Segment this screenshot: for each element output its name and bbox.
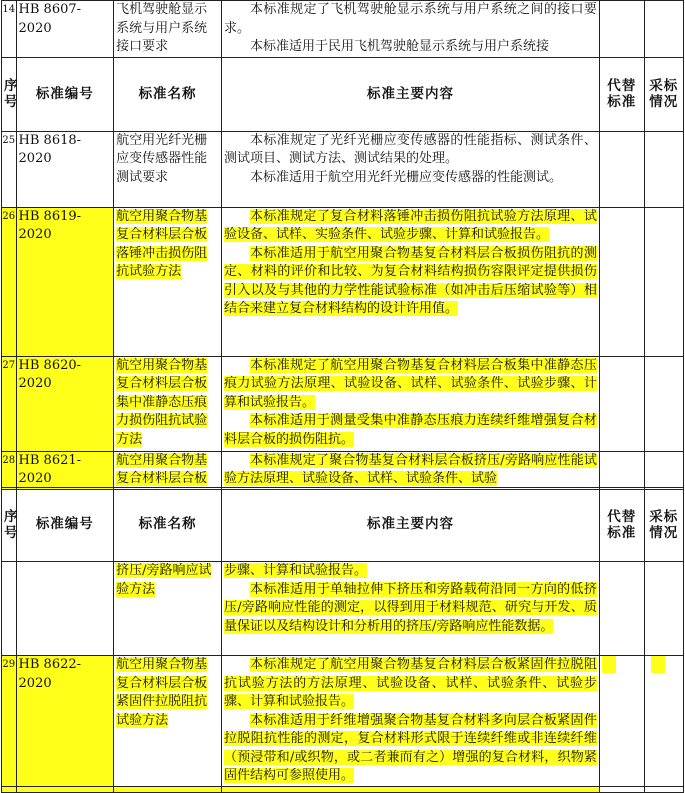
table-header-row bbox=[2, 488, 684, 562]
row-name: 航空用聚合物基复合材料层合板落锤冲击损伤阻抗试验方法 bbox=[114, 207, 222, 356]
table-row bbox=[2, 131, 684, 207]
row-name: 飞机驾驶舱显示系统与用户系统接口要求 bbox=[114, 1, 222, 58]
row-name: 航空用光纤光栅应变传感器性能测试要求 bbox=[114, 131, 222, 207]
row-code: HB 8622-2020 bbox=[16, 656, 114, 787]
adopt-highlight-mark bbox=[644, 656, 683, 787]
table-row bbox=[2, 451, 684, 489]
header-name: 标准名称 bbox=[114, 57, 222, 131]
table-row bbox=[2, 207, 684, 356]
row-seq: 25 bbox=[2, 131, 17, 207]
standards-table-bottom bbox=[1, 487, 684, 793]
header-code: 标准编号 bbox=[16, 57, 114, 131]
row-code: HB 8621-2020 bbox=[16, 451, 114, 489]
row-name: 航空用聚合物基复合材料层合板 bbox=[114, 451, 222, 489]
row-code: HB 8619-2020 bbox=[16, 207, 114, 356]
row-name: 航空用聚合物基复合材料层合板紧固件拉脱阻抗试验方法 bbox=[114, 656, 222, 787]
table-row-cut bbox=[2, 786, 684, 792]
table-row bbox=[2, 562, 684, 656]
row-code bbox=[16, 562, 114, 656]
row-name: 挤压/旁路响应试验方法 bbox=[114, 562, 222, 656]
table-part-2 bbox=[0, 487, 685, 793]
header-adopt: 采标情况 bbox=[644, 488, 683, 562]
row-seq: 28 bbox=[2, 451, 17, 489]
header-content: 标准主要内容 bbox=[222, 57, 600, 131]
row-content: 本标准规定了复合材料落锤冲击损伤阻抗试验方法原理、试验设备、试样、实验条件、试验步骤、计算和试验报告。 本标准适用于航空用聚合物基复合材料层合板损伤阻抗的测定、材料的评价和比较、为复合材料结构损伤容限评定提供损伤引入以及与其他的力学性能试验标准（如冲击后压缩试验等）相结合来建立复合材料结构的设计许用值。 bbox=[222, 207, 600, 356]
header-name: 标准名称 bbox=[114, 488, 222, 562]
row-seq: 27 bbox=[2, 356, 17, 451]
row-seq: 26 bbox=[2, 207, 17, 356]
table-header-row bbox=[2, 57, 684, 131]
row-content: 本标准规定了航空用聚合物基复合材料层合板集中准静态压痕力试验方法原理、试验设备、试样、试验条件、试验步骤、计算和试验报告。 本标准适用于测量受集中准静态压痕力连续纤维增强复合材料层合板的损伤阻抗。 bbox=[222, 356, 600, 451]
row-seq: 29 bbox=[2, 656, 17, 787]
header-replace: 代替标准 bbox=[599, 488, 644, 562]
row-content: 本标准规定了航空用聚合物基复合材料层合板紧固件拉脱阻抗试验方法的方法原理、试验设备、试样、试验条件、试验步骤、计算和试验报告。 本标准适用于纤维增强聚合物基复合材料多向层合板紧固件拉脱阻抗性能的测定，复合材料形式限于连续纤维或非连续纤维（预浸带和/或织物，或二者兼而有之）增强的复合材料，织物紧固件结构可参照使用。 bbox=[222, 656, 600, 787]
row-seq bbox=[2, 562, 17, 656]
row-content: 步骤、计算和试验报告。 本标准适用于单轴拉伸下挤压和旁路载荷沿同一方向的低挤压/旁路响应性能的测定，以得到用于材料规范、研究与开发、质量保证以及结构设计和分析用的挤压/旁路响应性能数据。 bbox=[222, 562, 600, 656]
row-seq: 14 bbox=[2, 1, 17, 58]
header-seq: 序号 bbox=[2, 57, 17, 131]
row-code: HB 8620-2020 bbox=[16, 356, 114, 451]
header-content: 标准主要内容 bbox=[222, 488, 600, 562]
standards-table-top bbox=[1, 0, 684, 490]
header-replace: 代替标准 bbox=[599, 57, 644, 131]
header-adopt: 采标情况 bbox=[644, 57, 683, 131]
row-code: HB 8618-2020 bbox=[16, 131, 114, 207]
header-code: 标准编号 bbox=[16, 488, 114, 562]
table-row bbox=[2, 356, 684, 451]
table-row bbox=[2, 1, 684, 58]
row-name: 航空用聚合物基复合材料层合板集中准静态压痕力损伤阻抗试验方法 bbox=[114, 356, 222, 451]
table-row bbox=[2, 656, 684, 787]
header-seq: 序号 bbox=[2, 488, 17, 562]
row-content: 本标准规定了光纤光栅应变传感器的性能指标、测试条件、测试项目、测试方法、测试结果的处理。 本标准适用于航空用光纤光栅应变传感器的性能测试。 bbox=[222, 131, 600, 207]
row-code: HB 8607-2020 bbox=[16, 1, 114, 58]
row-content: 本标准规定了聚合物基复合材料层合板挤压/旁路响应性能试验方法原理、试验设备、试样、试验条件、试验 bbox=[222, 451, 600, 489]
row-content: 本标准规定了飞机驾驶舱显示系统与用户系统之间的接口要求。 本标准适用于民用飞机驾驶舱显示系统与用户系统接 bbox=[222, 1, 600, 58]
replace-highlight-mark bbox=[599, 656, 644, 787]
